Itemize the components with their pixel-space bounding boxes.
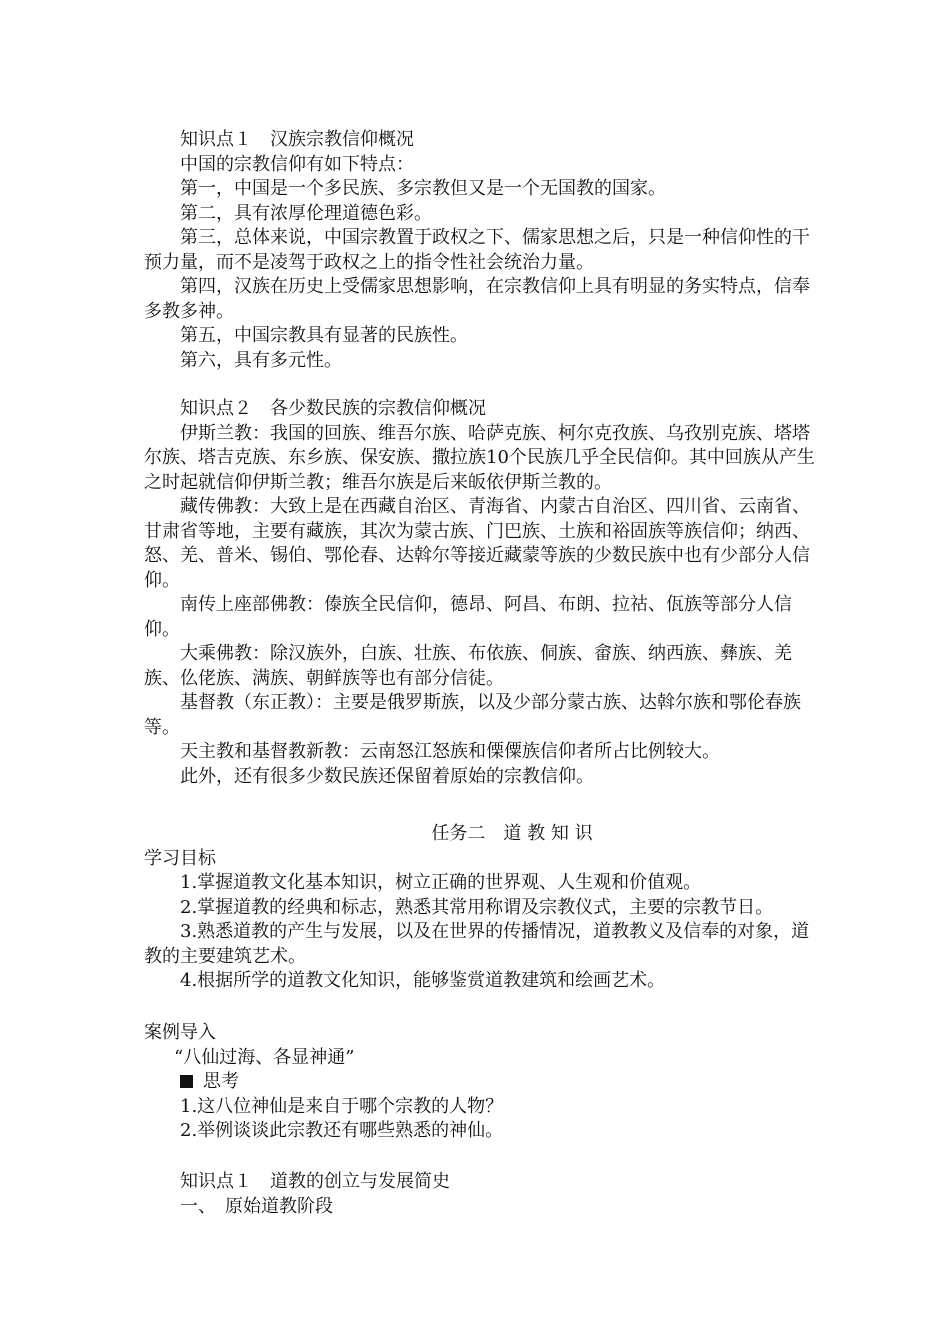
paragraph: 基督教（东正教）：主要是俄罗斯族，以及少部分蒙古族、达斡尔族和鄂伦春族等。 xyxy=(144,692,801,738)
list-item: 第五，中国宗教具有显著的民族性。 xyxy=(180,325,468,346)
paragraph: 此外，还有很多少数民族还保留着原始的宗教信仰。 xyxy=(180,765,594,787)
section-case xyxy=(144,1021,820,1144)
paragraph: 南传上座部佛教：傣族全民信仰，德昂、阿昌、布朗、拉祜、佤族等部分人信仰。 xyxy=(144,594,792,640)
goal-item: 2.掌握道教的经典和标志，熟悉其常用称谓及宗教仪式，主要的宗教节日。 xyxy=(180,896,774,918)
list-item: 第三，总体来说，中国宗教置于政权之下、儒家思想之后，只是一种信仰性的干预力量，而不是凌驾于政权之上的指令性社会统治力量。 xyxy=(144,227,810,273)
section-han-religion xyxy=(144,128,820,373)
goal-item: 4.根据所学的道教文化知识，能够鉴赏道教建筑和绘画艺术。 xyxy=(180,970,666,991)
section-heading: 知识点１ 道教的创立与发展简史 xyxy=(180,1171,450,1192)
section-heading: 知识点１ 汉族宗教信仰概况 xyxy=(180,129,414,150)
case-heading: 案例导入 xyxy=(144,1022,216,1043)
section-task xyxy=(144,822,820,994)
list-item: 第一，中国是一个多民族、多宗教但又是一个无国教的国家。 xyxy=(180,178,666,199)
question-item: 2.举例谈谈此宗教还有哪些熟悉的神仙。 xyxy=(180,1120,504,1141)
section-taoism-history xyxy=(144,1170,820,1219)
subsection-heading: 一、 原始道教阶段 xyxy=(180,1195,333,1217)
goal-item: 3.熟悉道教的产生与发展，以及在世界的传播情况，道教教义及信奉的对象，道教的主要建筑艺术。 xyxy=(144,921,810,967)
think-label: 思考 xyxy=(203,1071,239,1092)
paragraph: 藏传佛教：大致上是在西藏自治区、青海省、内蒙古自治区、四川省、云南省、甘肃省等地，主要有藏族，其次为蒙古族、门巴族、土族和裕固族等族信仰；纳西、怒、羌、普米、锡伯、鄂伦春、达斡尔等接近藏蒙等族的少数民族中也有少部分人信仰。 xyxy=(144,496,810,591)
think-row xyxy=(144,1070,820,1095)
square-bullet-icon xyxy=(180,1075,193,1088)
paragraph: 大乘佛教：除汉族外，白族、壮族、布依族、侗族、畲族、纳西族、彝族、羌族、仫佬族、满族、朝鲜族等也有部分信徒。 xyxy=(144,643,792,689)
section-minority-religion xyxy=(144,397,820,789)
case-quote: “八仙过海、各显神通” xyxy=(174,1046,355,1068)
task-title: 任务二 道 教 知 识 xyxy=(431,823,593,844)
goals-heading: 学习目标 xyxy=(144,847,216,869)
question-item: 1.这八位神仙是来自于哪个宗教的人物？ xyxy=(180,1095,504,1117)
list-item: 第六，具有多元性。 xyxy=(180,349,342,371)
paragraph: 中国的宗教信仰有如下特点： xyxy=(180,153,414,175)
list-item: 第四，汉族在历史上受儒家思想影响，在宗教信仰上具有明显的务实特点，信奉多教多神。 xyxy=(144,276,810,322)
section-heading: 知识点２ 各少数民族的宗教信仰概况 xyxy=(180,398,486,419)
goal-item: 1.掌握道教文化基本知识，树立正确的世界观、人生观和价值观。 xyxy=(180,872,702,893)
paragraph: 伊斯兰教：我国的回族、维吾尔族、哈萨克族、柯尔克孜族、乌孜别克族、塔塔尔族、塔吉克族、东乡族、保安族、撒拉族10个民族几乎全民信仰。其中回族从产生之时起就信仰伊斯兰教；维吾尔族是后来皈依伊斯兰教的。 xyxy=(144,422,815,493)
list-item: 第二，具有浓厚伦理道德色彩。 xyxy=(180,202,432,224)
paragraph: 天主教和基督教新教：云南怒江怒族和傈僳族信仰者所占比例较大。 xyxy=(180,741,720,762)
